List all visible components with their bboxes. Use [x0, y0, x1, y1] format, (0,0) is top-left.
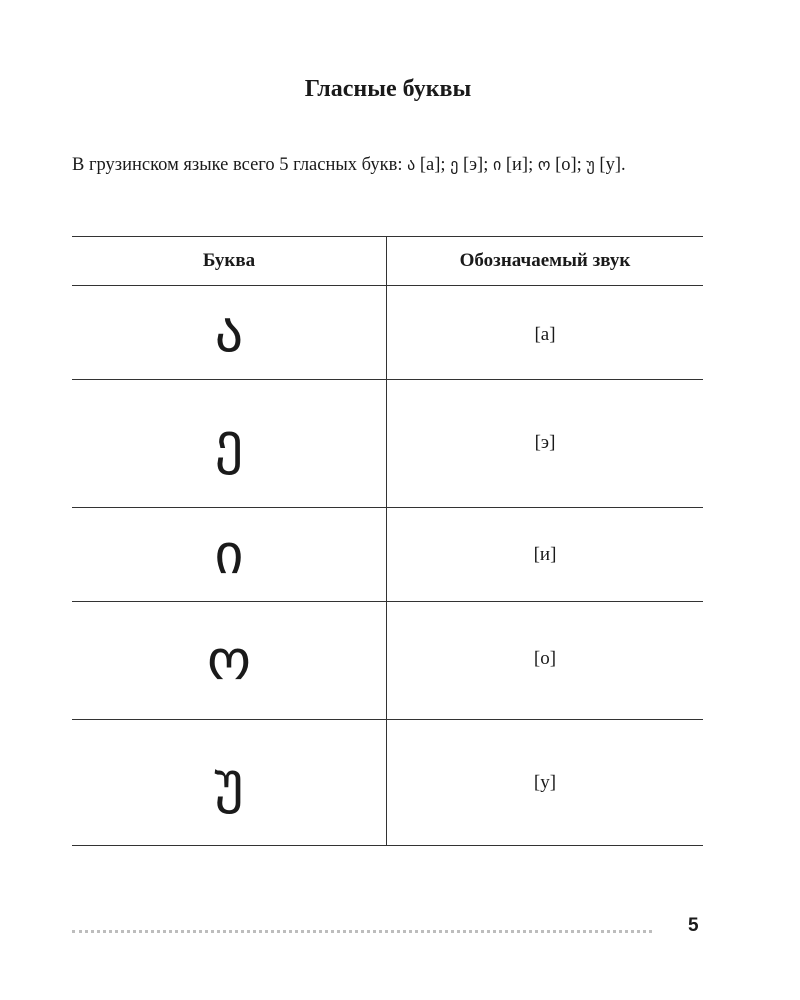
vowels-table-container	[72, 236, 703, 846]
table-row	[72, 286, 703, 380]
table-row	[72, 380, 703, 508]
intro-letter: ო	[537, 155, 551, 174]
intro-letter: უ	[586, 155, 595, 174]
sound-value: [э]	[534, 432, 556, 453]
intro-letter: ე	[450, 155, 459, 174]
sound-value: [и]	[533, 544, 557, 565]
table-row	[72, 508, 703, 602]
georgian-letter: ო	[206, 627, 252, 693]
sound-value: [а]	[534, 324, 556, 345]
intro-sound: [у]	[599, 155, 621, 175]
intro-separator: ;	[528, 155, 538, 175]
georgian-letter: უ	[214, 749, 244, 815]
intro-letter: ი	[492, 155, 502, 174]
intro-paragraph	[72, 150, 702, 180]
georgian-letter: ი	[214, 521, 244, 587]
table-row	[72, 720, 703, 846]
sound-value: [о]	[533, 648, 557, 669]
vowels-table	[72, 236, 703, 846]
intro-sound: [о]	[555, 155, 577, 175]
intro-separator: ;	[576, 155, 587, 175]
table-header-row	[72, 237, 703, 286]
intro-separator: ;	[440, 155, 451, 175]
page-number: 5	[688, 915, 699, 936]
header-sound: Обозначаемый звук	[387, 237, 704, 286]
table-row	[72, 602, 703, 720]
georgian-letter: ე	[214, 410, 244, 476]
intro-sound: [а]	[419, 155, 441, 175]
intro-sound: [э]	[462, 155, 484, 175]
sound-value: [у]	[533, 772, 557, 793]
header-letter: Буква	[72, 237, 387, 286]
page-title: Гласные буквы	[304, 76, 472, 102]
intro-separator: .	[620, 155, 626, 175]
intro-sound: [и]	[505, 155, 529, 175]
intro-separator: ;	[483, 155, 493, 175]
intro-text: В грузинском языке всего 5 гласных букв:	[72, 155, 408, 175]
georgian-letter: ა	[214, 299, 244, 365]
footer-dotted-rule	[72, 930, 652, 933]
intro-letter: ა	[407, 155, 416, 174]
